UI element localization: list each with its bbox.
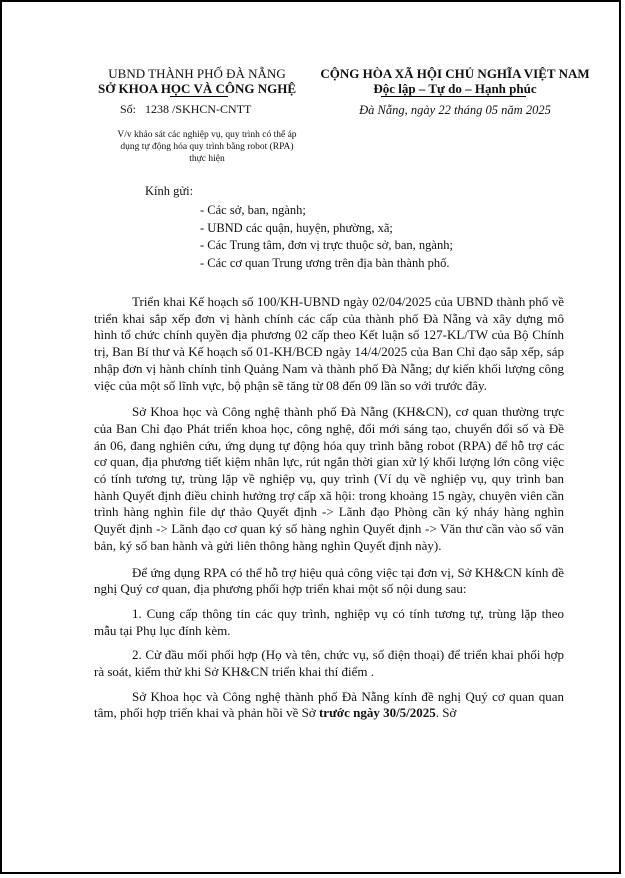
recipients-label: Kính gửi: <box>145 184 194 198</box>
document-number <box>120 102 251 117</box>
subject-line: dụng tự động hóa quy trình bằng robot (RPA) <box>120 142 294 152</box>
nation-title: CỘNG HÒA XÃ HỘI CHỦ NGHĨA VIỆT NAM <box>320 66 590 81</box>
issue-date: Đà Nẵng, ngày 22 tháng 05 năm 2025 <box>359 103 551 117</box>
document-number-suffix: /SKHCN-CNTT <box>172 102 252 116</box>
recipient-item: - Các cơ quan Trung ương trên địa bàn thành phố. <box>200 255 450 270</box>
subject-line: thực hiện <box>189 154 225 164</box>
document-number-value: 1238 <box>145 102 170 116</box>
issuing-agency-block <box>92 66 302 96</box>
recipients-list <box>200 202 453 272</box>
document-subject <box>107 129 307 165</box>
recipient-item: - Các sở, ban, ngành; <box>200 203 306 217</box>
body-paragraph: Triển khai Kế hoạch số 100/KH-UBND ngày 02/04/2025 của UBND thành phố về triển khai sắp xếp đơn vị hành chính các cấp của thành phố Đà Nẵng và xây dựng mô hình tổ chức chính quyền địa phương 02 cấp theo Kết luận số 127-KL/TW của Bộ Chính trị, Ban Bí thư và Kế hoạch số 01-KH/BCĐ ngày 14/4/2025 của Ban Chỉ đạo sắp xếp, sáp nhập đơn vị hành chính tỉnh Quảng Nam và thành phố Đà Nẵng; dự kiến khối lượng công việc của một số lĩnh vực, bộ phận sẽ tăng từ 08 đến 09 lần so với trước đây. <box>94 294 564 393</box>
subject-line: V/v khảo sát các nghiệp vụ, quy trình có thể áp <box>117 130 297 140</box>
body-paragraph: 1. Cung cấp thông tin các quy trình, nghiệp vụ có tính tương tự, trùng lặp theo mẫu tại Phụ lục đính kèm. <box>94 605 564 638</box>
motto-underline <box>381 96 526 97</box>
closing-text: Sở Khoa học và Công nghệ thành phố Đà Nẵng kính đề nghị Quý cơ quan quan tâm, phối hợp triển khai và phản hồi về Sở <box>94 688 564 721</box>
recipient-item: - Các Trung tâm, đơn vị trực thuộc sở, ban, ngành; <box>200 238 453 252</box>
national-header <box>320 66 590 96</box>
body-paragraph <box>94 689 564 722</box>
closing-text-end: . Sở <box>435 705 457 721</box>
recipient-item: - UBND các quận, huyện, phường, xã; <box>200 220 393 235</box>
document-number-label: Số: <box>120 102 137 116</box>
document-body <box>94 294 564 732</box>
body-paragraph: Sở Khoa học và Công nghệ thành phố Đà Nẵng (KH&CN), cơ quan thường trực của Ban Chỉ đạo Phát triển khoa học, công nghệ, đổi mới sáng tạo, chuyển đổi số và Đề án 06, đang nghiên cứu, ứng dụng tự động hóa quy trình bằng robot (RPA) để hỗ trợ các cơ quan, địa phương tiết kiệm nhân lực, rút ngắn thời gian xử lý khối lượng lớn công việc có tính tương tự, trùng lặp về nghiệp vụ, quy trình (Ví dụ về nghiệp vụ, quy trình ban hành Quyết định điều chỉnh hưởng trợ cấp xã hội: trong khoảng 15 ngày, chuyên viên cần trình hàng nghìn file dự thảo Quyết định -> Lãnh đạo Phòng cần ký nháy hàng nghìn Quyết định -> Lãnh đạo cơ quan ký số hàng nghìn Quyết định -> Văn thư cần vào số văn bản, ký số ban hành và gửi liên thông hàng nghìn Quyết định này). <box>94 404 564 553</box>
agency-underline <box>170 96 228 97</box>
deadline-text: trước ngày 30/5/2025 <box>318 705 436 721</box>
nation-motto: Độc lập – Tự do – Hạnh phúc <box>373 81 537 96</box>
body-paragraph: 2. Cử đầu mối phối hợp (Họ và tên, chức vụ, số điện thoại) để triển khai phối hợp rà soát, kiểm thử khi Sở KH&CN triển khai thí điểm . <box>94 647 564 680</box>
agency-parent: UBND THÀNH PHỐ ĐÀ NẴNG <box>108 66 286 81</box>
agency-name: SỞ KHOA HỌC VÀ CÔNG NGHỆ <box>97 81 297 96</box>
body-paragraph: Để ứng dụng RPA có thể hỗ trợ hiệu quả công việc tại đơn vị, Sở KH&CN kính đề nghị Quý cơ quan, địa phương phối hợp triển khai một số nội dung sau: <box>94 564 564 597</box>
